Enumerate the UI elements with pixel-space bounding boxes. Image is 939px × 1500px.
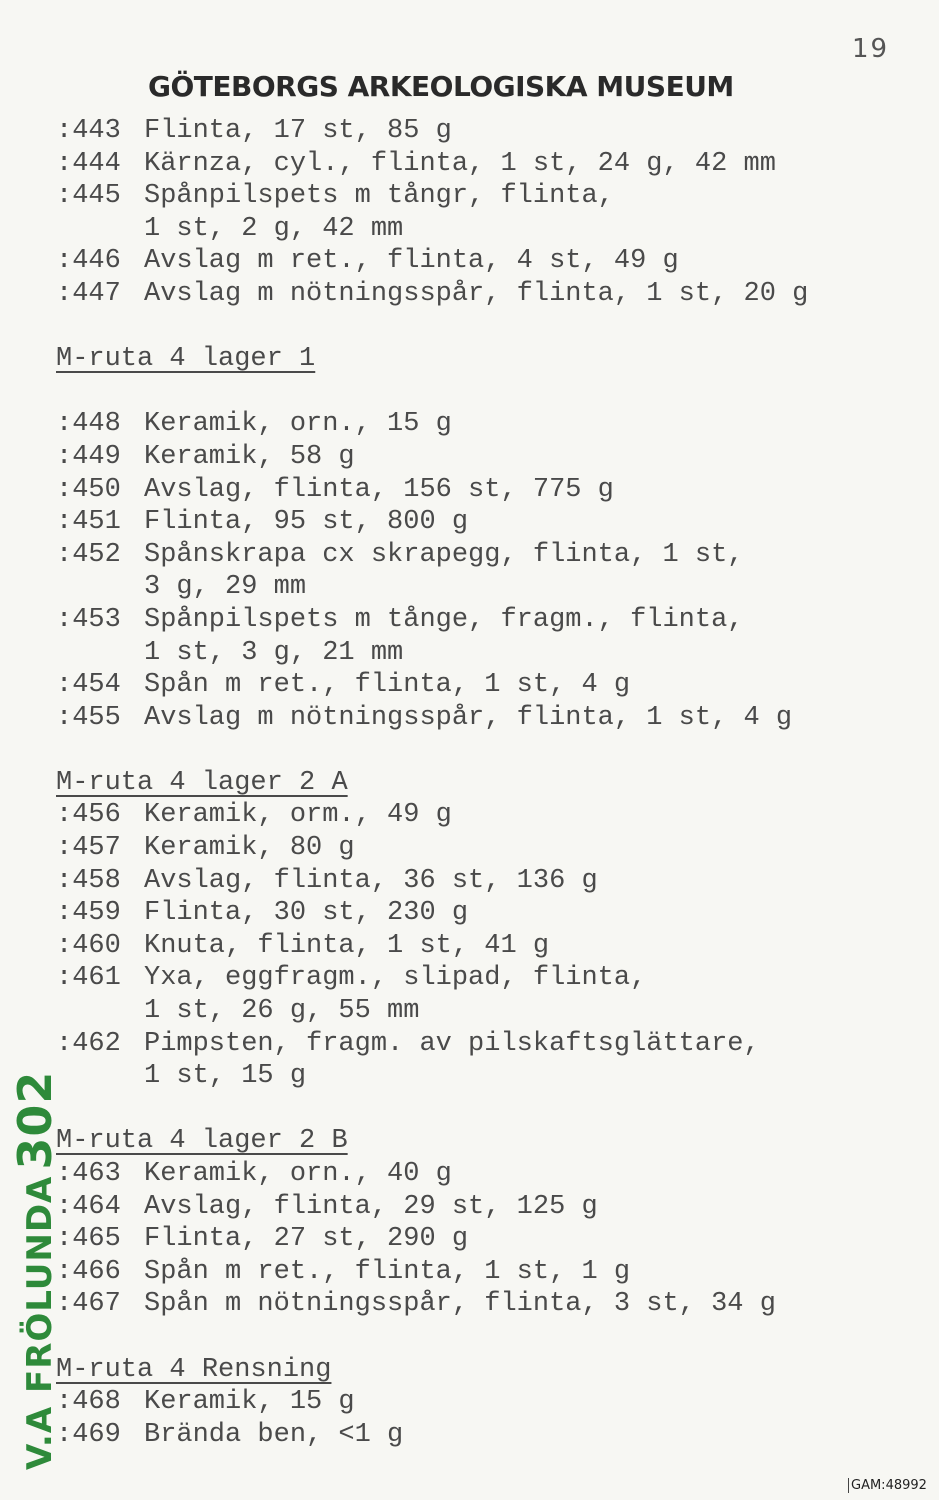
entry-number: :445 — [56, 181, 121, 212]
entry-number: :465 — [56, 1224, 121, 1255]
entry-number: :452 — [56, 539, 121, 570]
entry-number: :453 — [56, 604, 121, 635]
entry-description: Spån m ret., flinta, 1 st, 1 g — [144, 1256, 631, 1287]
entry-number: :448 — [56, 409, 121, 440]
entry-description: Spån m nötningsspår, flinta, 3 st, 34 g — [144, 1289, 776, 1320]
entry-number: :454 — [56, 670, 121, 701]
entry-number: :459 — [56, 898, 121, 929]
entry-description: Yxa, eggfragm., slipad, flinta, — [144, 963, 647, 994]
entry-continuation: 1 st, 2 g, 42 mm — [144, 213, 404, 244]
entry-number: :457 — [56, 833, 121, 864]
entry-number: :449 — [56, 441, 121, 472]
entry-description: Keramik, orm., 49 g — [144, 800, 452, 831]
entry-number: :460 — [56, 930, 121, 961]
entry-number: :458 — [56, 865, 121, 896]
entry-description: Spån m ret., flinta, 1 st, 4 g — [144, 670, 631, 701]
entry-number: :451 — [56, 507, 121, 538]
section-gap — [56, 1093, 916, 1126]
entry-number: :456 — [56, 800, 121, 831]
entry-continuation: 1 st, 15 g — [144, 1061, 307, 1092]
catalog-entry — [56, 1419, 916, 1452]
entry-description: Avslag m ret., flinta, 4 st, 49 g — [144, 246, 679, 277]
catalog-entry — [56, 897, 916, 930]
entry-description: Avslag, flinta, 36 st, 136 g — [144, 865, 598, 896]
catalog-entry — [56, 1158, 916, 1191]
catalog-entry — [56, 148, 916, 181]
catalog-entry — [56, 962, 916, 995]
catalog-entry — [56, 1191, 916, 1224]
catalog-entry — [56, 930, 916, 963]
entry-number: :464 — [56, 1191, 121, 1222]
entry-number: :447 — [56, 278, 121, 309]
entry-continuation: 1 st, 3 g, 21 mm — [144, 637, 404, 668]
entry-description: Keramik, 15 g — [144, 1387, 355, 1418]
section-gap — [56, 734, 916, 767]
entry-description: Spånpilspets m tångr, flinta, — [144, 181, 614, 212]
catalog-entry — [56, 1256, 916, 1289]
entry-number: :469 — [56, 1419, 121, 1450]
entry-continuation: 1 st, 26 g, 55 mm — [144, 996, 420, 1027]
entry-description: Spånpilspets m tånge, fragm., flinta, — [144, 604, 744, 635]
section-gap — [56, 1321, 916, 1354]
entry-number: :462 — [56, 1028, 121, 1059]
entry-number: :446 — [56, 246, 121, 277]
entry-number: :444 — [56, 148, 121, 179]
catalog-entry — [56, 539, 916, 572]
entry-description: Avslag, flinta, 29 st, 125 g — [144, 1191, 598, 1222]
catalog-entry — [56, 1288, 916, 1321]
entry-number: :461 — [56, 963, 121, 994]
catalog-entry — [56, 799, 916, 832]
entry-description: Pimpsten, fragm. av pilskaftsglättare, — [144, 1028, 760, 1059]
entry-number: :467 — [56, 1289, 121, 1320]
catalog-entry — [56, 702, 916, 735]
entry-number: :463 — [56, 1159, 121, 1189]
entry-number: :468 — [56, 1387, 121, 1418]
catalog-entry — [56, 278, 916, 311]
entry-description: Flinta, 95 st, 800 g — [144, 507, 469, 538]
section-heading: M-ruta 4 lager 1 — [56, 344, 316, 375]
stamp-text: V.A FRÖLUNDA — [20, 1175, 60, 1470]
entry-description: Flinta, 17 st, 85 g — [144, 116, 452, 146]
entry-description: Spånskrapa cx skrapegg, flinta, 1 st, — [144, 539, 744, 570]
catalog-entry — [56, 474, 916, 507]
catalog-entry — [56, 506, 916, 539]
catalog-entry — [56, 1386, 916, 1419]
entry-description: Brända ben, <1 g — [144, 1419, 404, 1450]
catalog-entry — [56, 180, 916, 213]
entry-continuation: 3 g, 29 mm — [144, 572, 307, 603]
section-gap — [56, 311, 916, 344]
stamp-number: 302 — [8, 1070, 62, 1170]
entry-description: Keramik, orn., 40 g — [144, 1159, 452, 1189]
catalog-entry — [56, 865, 916, 898]
entry-number: :455 — [56, 702, 121, 733]
entry-description: Kärnza, cyl., flinta, 1 st, 24 g, 42 mm — [144, 148, 776, 179]
catalog-entry — [56, 832, 916, 865]
entry-description: Avslag m nötningsspår, flinta, 1 st, 4 g — [144, 702, 793, 733]
entry-number: :466 — [56, 1256, 121, 1287]
page-number: 19 — [852, 34, 890, 64]
section-gap — [56, 376, 916, 409]
catalog-entry — [56, 604, 916, 637]
catalog-entry — [56, 1028, 916, 1061]
catalog-entry — [56, 1223, 916, 1256]
catalog-id: GAM:48992 — [848, 1478, 927, 1493]
catalog-entry — [56, 669, 916, 702]
catalog-entry — [56, 115, 916, 148]
catalog-entry — [56, 245, 916, 278]
section-heading: M-ruta 4 lager 2 A — [56, 767, 348, 798]
entry-number: :450 — [56, 474, 121, 505]
entry-description: Knuta, flinta, 1 st, 41 g — [144, 930, 550, 961]
entry-description: Keramik, 80 g — [144, 833, 355, 864]
section-heading: M-ruta 4 Rensning — [56, 1354, 332, 1385]
entry-description: Keramik, orn., 15 g — [144, 409, 452, 440]
museum-header: GÖTEBORGS ARKEOLOGISKA MUSEUM — [148, 70, 734, 103]
entry-description: Keramik, 58 g — [144, 441, 355, 472]
catalog-entry — [56, 441, 916, 474]
entry-description: Flinta, 27 st, 290 g — [144, 1224, 469, 1255]
site-stamp — [8, 1071, 62, 1470]
entry-description: Avslag, flinta, 156 st, 775 g — [144, 474, 614, 505]
catalog-list — [56, 115, 916, 1451]
catalog-entry — [56, 408, 916, 441]
entry-description: Flinta, 30 st, 230 g — [144, 898, 469, 929]
entry-description: Avslag m nötningsspår, flinta, 1 st, 20 g — [144, 278, 809, 309]
section-heading: M-ruta 4 lager 2 B — [56, 1126, 348, 1157]
entry-number: :443 — [56, 116, 121, 146]
